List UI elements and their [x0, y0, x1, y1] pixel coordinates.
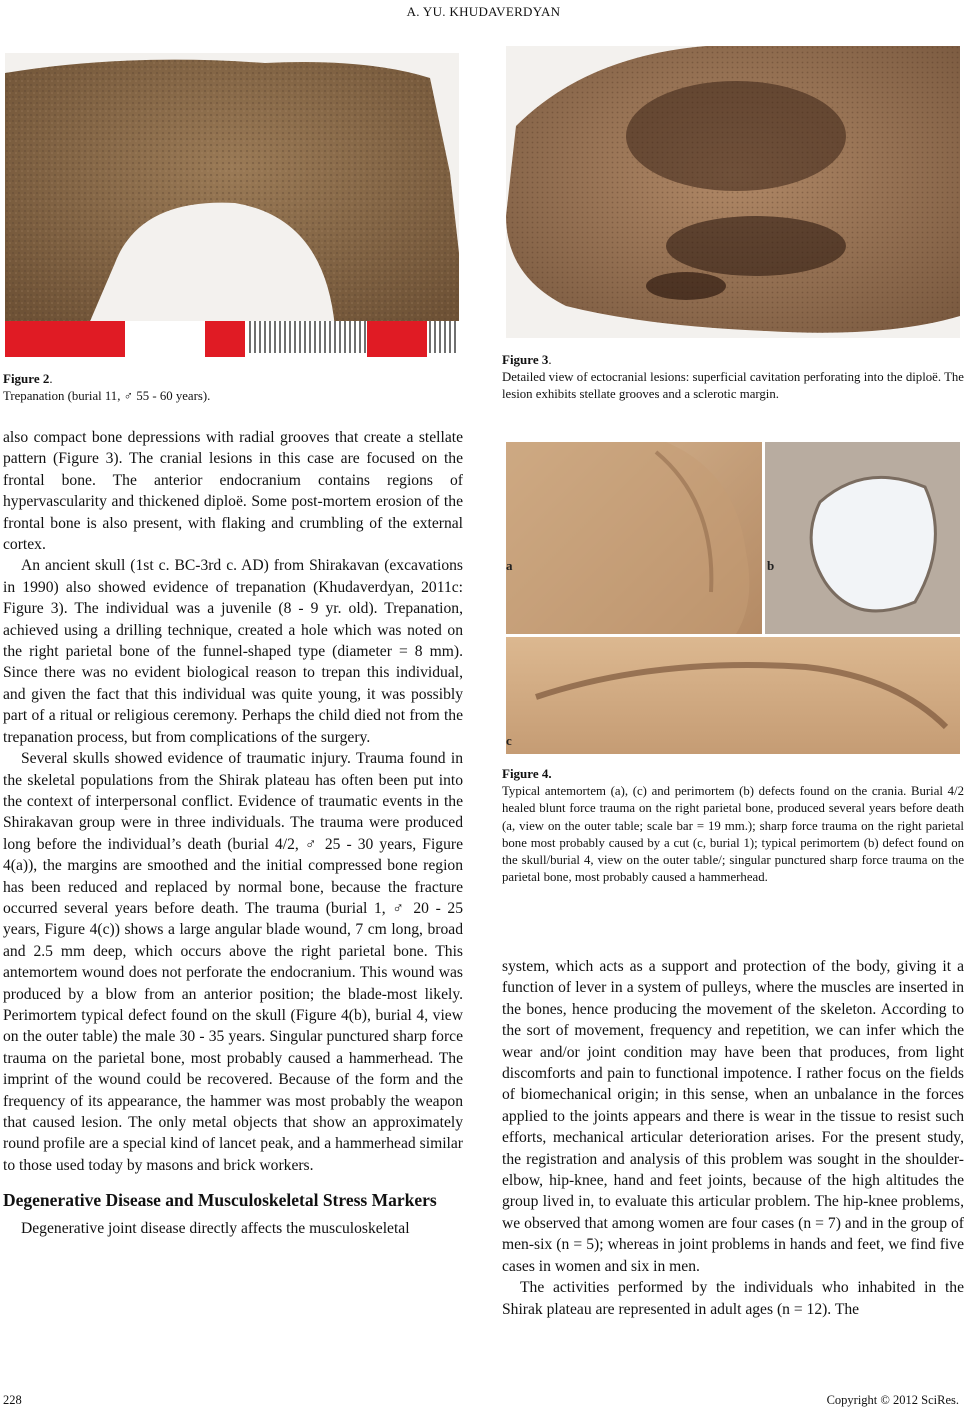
figure-4-caption: Typical antemortem (a), (c) and perimortem (b) defects found on the crania. Burial 4/2 healed blunt force trauma on the right parietal bone, produced several years before death (a, view on the outer table; scale bar = 19 mm.); sharp force trauma on the right parietal bone most probably caused by a cut (c, burial 1); typical perimortem (b) defect found on the skull/burial 4, view on the outer table/; singular punctured sharp force trauma on the parietal bone, most probably caused a hammerhead.: [502, 784, 964, 885]
skull-trepanation-photo-icon: [5, 53, 459, 357]
section-heading: Degenerative Disease and Musculoskeletal Stress Markers: [3, 1190, 437, 1211]
figure-3-caption: Detailed view of ectocranial lesions: superficial cavitation perforating into the diploë. The lesion exhibits stellate grooves and a sclerotic margin.: [502, 370, 964, 402]
blade-wound-photo-icon: [506, 637, 960, 754]
right-paragraph-1: system, which acts as a support and protection of the body, giving it a function of lever in a system of pulleys, where the muscles are inserted in the bones, hence producing the movement of the skeleton. According to the sort of movement, frequency and repetition, we can infer which the wear and/or joint condition may have been that produces, from light discomforts and pain to functional impotence. I rather focus on the fields of biomechanical origin; in this sense, when an unbalance in the forces applied to the joints appears and there is wear in the tissue to resist such efforts, mechanical articular deterioration arises. For the present study, the registration and analysis of this problem was sought in the shoulder-elbow, hip-knee, hand and feet joints, because of the high altitudes the group lived in, to evaluate this articular problem. The hip-knee problems, we observed that among women are four cases (n = 7) and in the group of men-six (n = 5); whereas in joint problems in hands and feet, we find five cases in women and six in men.: [502, 958, 964, 1275]
running-head: A. YU. KHUDAVERDYAN: [406, 4, 561, 19]
figure-4-label: Figure 4.: [502, 766, 552, 781]
perimortem-defect-photo-icon: [765, 442, 960, 634]
figure-3-label-line: Figure 3.: [502, 352, 552, 367]
figure-2-caption: Trepanation (burial 11, ♂ 55 - 60 years).: [3, 389, 211, 404]
page-number: 228: [3, 1393, 22, 1407]
figure-2-label-line: Figure 2.: [3, 371, 53, 386]
panel-letter-c: c: [506, 733, 512, 748]
panel-letter-a: a: [506, 558, 513, 573]
left-paragraph-4: Degenerative joint disease directly affects the musculoskeletal: [21, 1220, 410, 1238]
left-paragraph-3: Several skulls showed evidence of traumatic injury. Trauma found in the skeletal populations from the Shirak plateau has often been put into the context of interpersonal conflict. Evidence of traumatic events in the Shirakavan group were in three individuals. The trauma were produced long before the individual’s death (burial 4/2, ♂ 25 - 30 years, Figure 4(a)), the margins are smoothed and the initial compressed bone region has been reduced and replaced by normal bone, because the fracture occurred several years before death. The trauma (burial 1, ♂ 20 - 25 years, Figure 4(c)) shows a large angular blade wound, 7 cm long, broad and 2.5 mm deep, which occurs above the right parietal bone. This antemortem wound does not perforate the endocranium. This wound was produced by a blow from an anterior position; the blade-most likely. Perimortem typical defect found on the skull (Figure 4(b), burial 4, view on the outer table) the male 30 - 35 years. Singular punctured sharp force trauma on the parietal bone, most probably caused a hammerhead. The imprint of the wound could be recovered. Because of the form and the frequency of its appearance, the hammer was most probably the weapon that caused lesion. The only metal objects that show an approximately round profile are a special kind of lancet peak, and a hammerhead similar to those used today by masons and brick workers.: [3, 750, 463, 1174]
figure-4-image: [506, 442, 960, 754]
figure-3-image: [506, 46, 960, 338]
figure-2-label: Figure 2: [3, 371, 50, 386]
left-paragraph-2: An ancient skull (1st c. BC-3rd c. AD) from Shirakavan (excavations in 1990) also showed evidence of trepanation (Khudaverdyan, 2011c: Figure 3). The individual was a juvenile (8 - 9 yr. old). Trepanation, achieved using a drilling technique, created a hole which was noted on the right parietal bone of the funnel-shaped type (diameter = 8 mm). Since there was no evident biological reason to trepan this individual, and given the fact that this individual was quite young, it was possibly part of a ritual or religious ceremony. Perhaps the child died not from the trepanation process, but from complications of the surgery.: [3, 557, 463, 746]
figure-4-panel-b: [765, 442, 960, 634]
left-paragraph-1: also compact bone depressions with radial grooves that create a stellate pattern (Figure 3). The cranial lesions in this case are focused on the frontal bone. The anterior endocranium contains regions of hypervascularity and thickened diploë. Some post-mortem erosion of the frontal bone is also present, with flaking and crumbling of the external cortex.: [3, 429, 463, 554]
ectocranial-lesion-photo-icon: [506, 46, 960, 338]
figure-4-panel-c: [506, 637, 960, 754]
right-column: [502, 956, 964, 1320]
figure-2-image: [5, 53, 459, 357]
figure-3-label: Figure 3: [502, 352, 549, 367]
copyright: Copyright © 2012 SciRes.: [826, 1393, 959, 1407]
healed-trauma-photo-icon: [506, 442, 762, 634]
panel-letter-b: b: [767, 558, 775, 573]
figure-4-panel-a: [506, 442, 762, 634]
left-column: [3, 427, 463, 1240]
scale-bar: [5, 321, 459, 357]
right-paragraph-2: The activities performed by the individuals who inhabited in the Shirak plateau are represented in adult ages (n = 12). The: [502, 1279, 964, 1318]
